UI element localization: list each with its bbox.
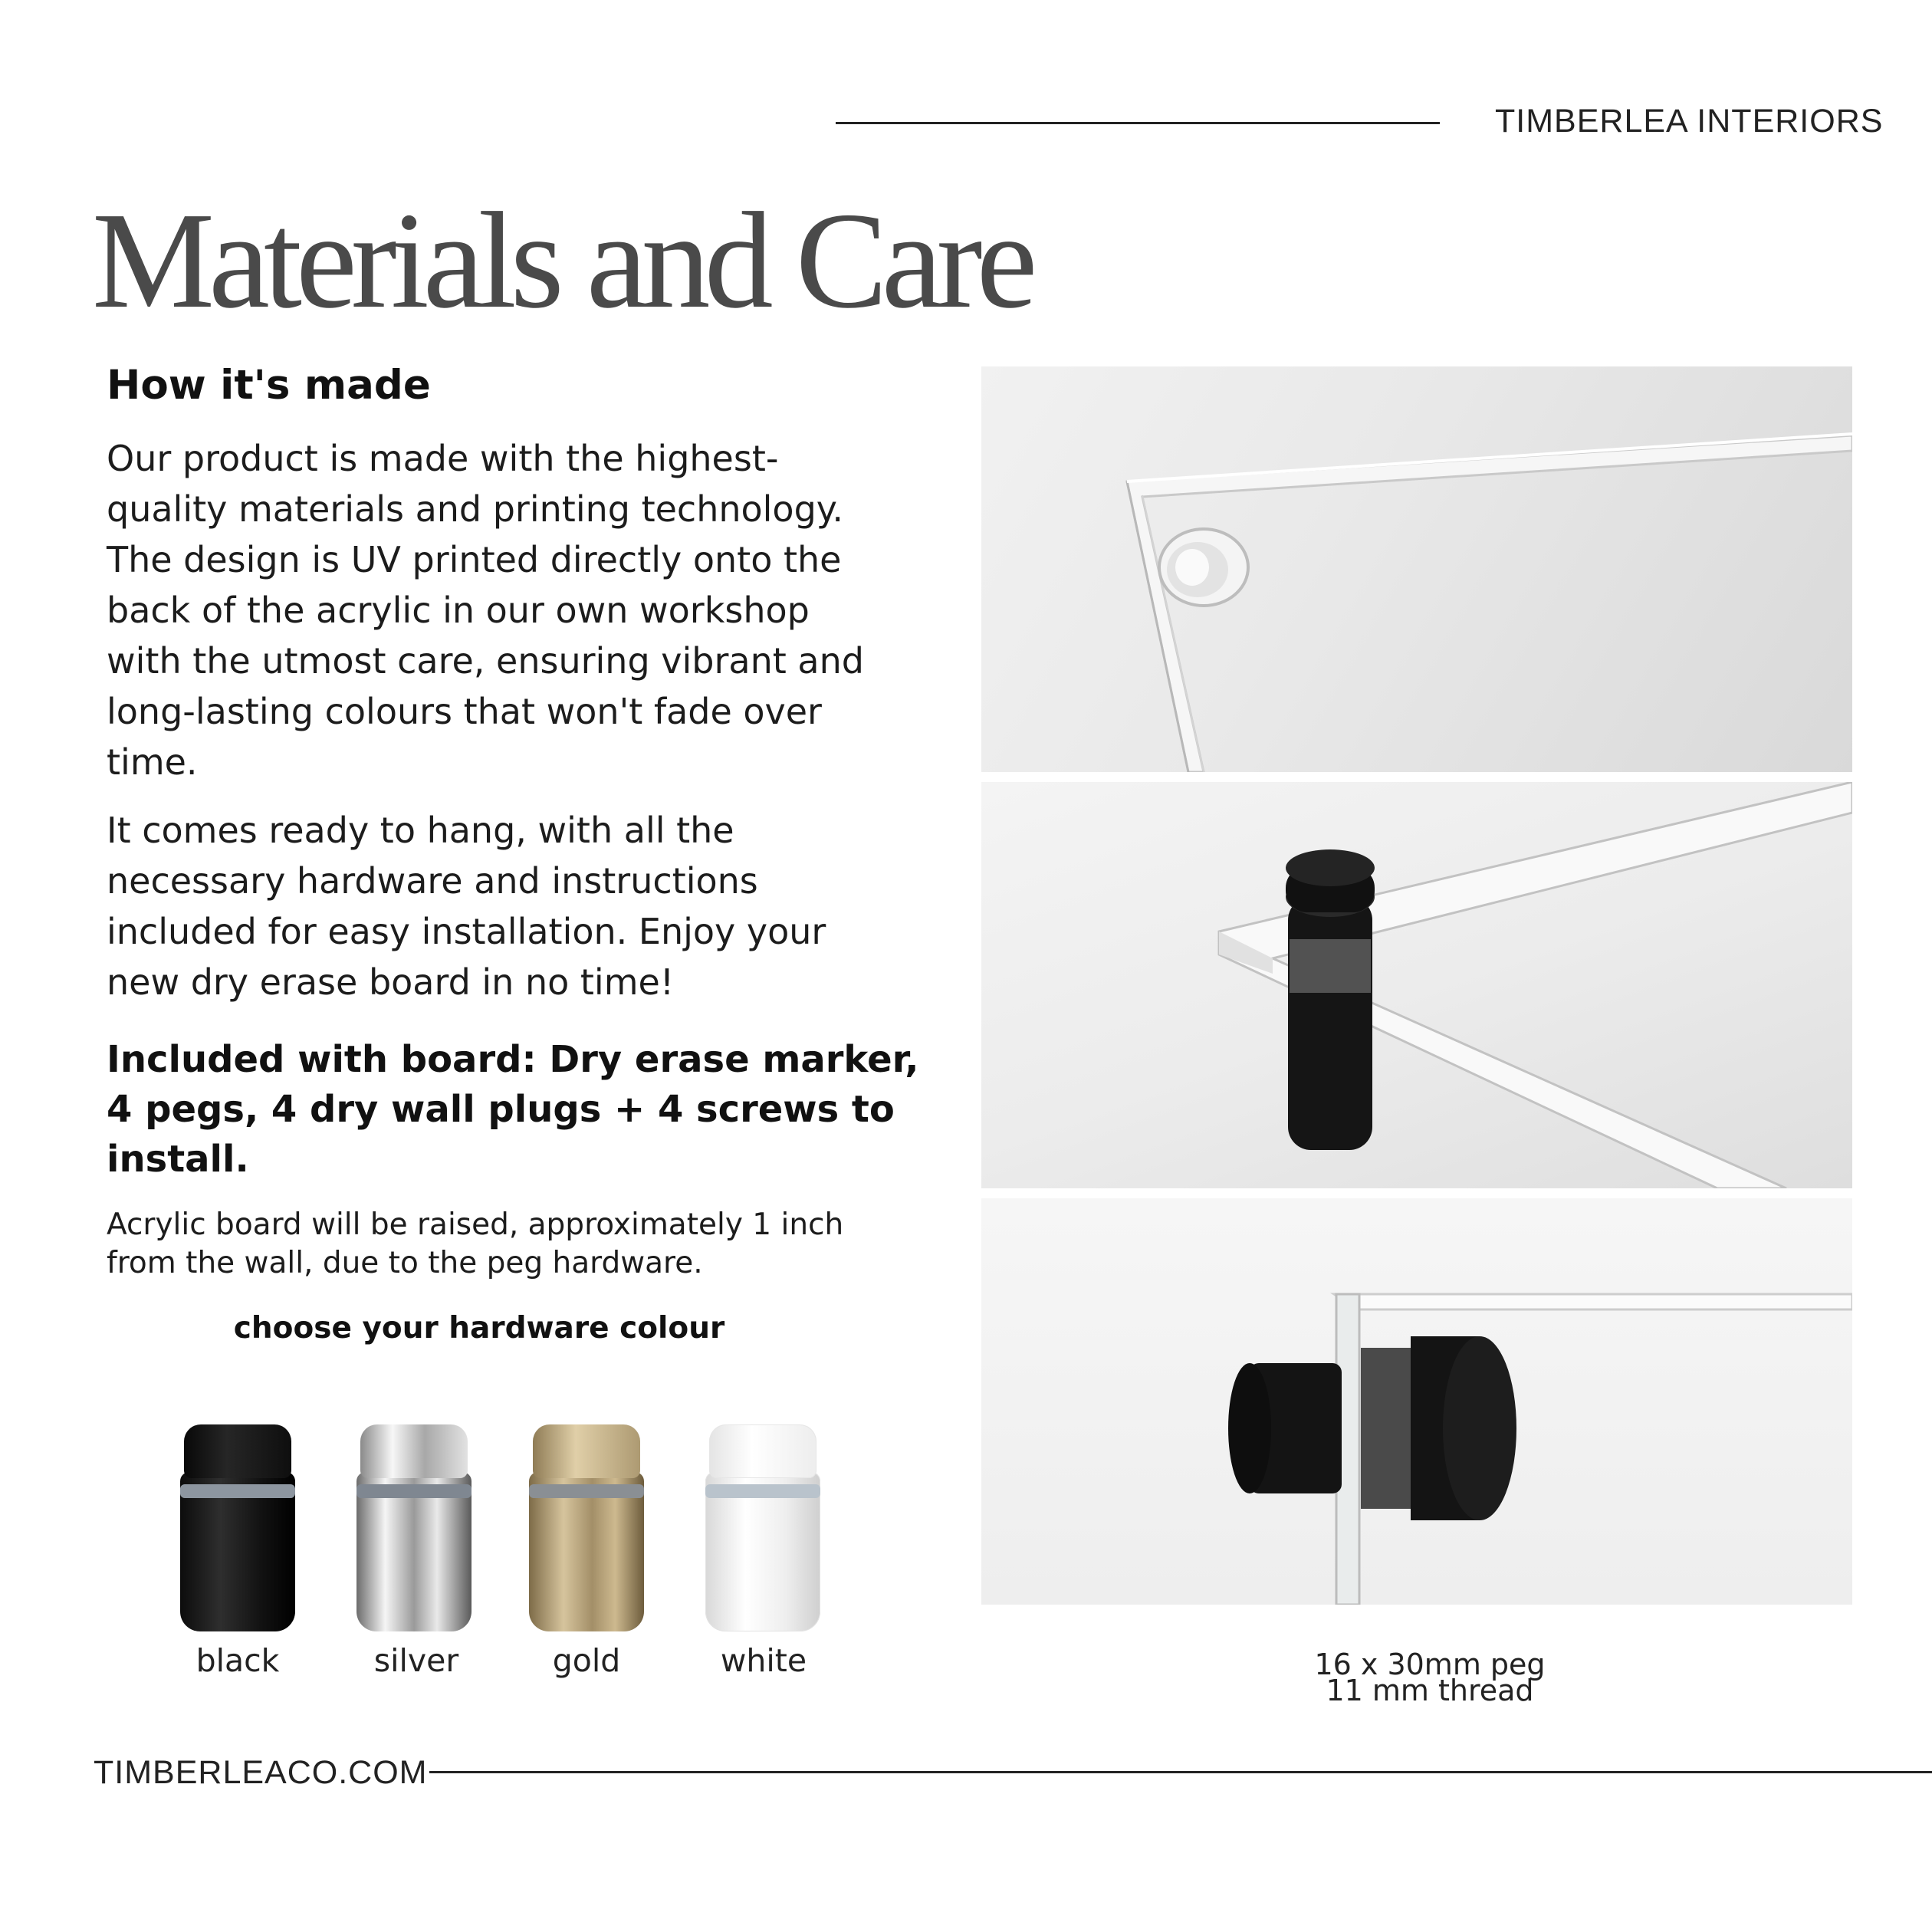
peg-label-white: white xyxy=(720,1642,807,1679)
text-line: quality materials and printing technology. xyxy=(107,488,844,530)
raised-note xyxy=(107,1206,950,1283)
acrylic-corner-illustration xyxy=(981,366,1852,772)
peg-black-swatch[interactable] xyxy=(180,1424,295,1631)
peg-label-silver: silver xyxy=(373,1642,459,1679)
text-line: time. xyxy=(107,741,198,783)
peg-label-black: black xyxy=(196,1642,280,1679)
peg-label-gold: gold xyxy=(552,1642,621,1679)
peg-white-swatch[interactable] xyxy=(705,1424,820,1631)
peg-gold-swatch[interactable] xyxy=(529,1424,644,1631)
text-line: back of the acrylic in our own workshop xyxy=(107,590,810,631)
text-line: new dry erase board in no time! xyxy=(107,961,675,1003)
page-title: Materials and Care xyxy=(92,184,1032,337)
caption-line: 16 x 30mm peg xyxy=(1314,1648,1546,1681)
photo-acrylic-corner xyxy=(981,366,1852,772)
peg-ring xyxy=(705,1484,820,1498)
text-line: Our product is made with the highest- xyxy=(107,438,779,479)
text-line: 4 pegs, 4 dry wall plugs + 4 screws to xyxy=(107,1088,895,1131)
peg-corner-illustration xyxy=(981,782,1852,1188)
caption-line: 11 mm thread xyxy=(1326,1674,1534,1707)
header-rule xyxy=(836,122,1440,124)
text-line: Included with board: Dry erase marker, xyxy=(107,1038,919,1081)
paragraph-ready-to-hang xyxy=(107,805,950,1007)
photo-black-peg-corner xyxy=(981,782,1852,1188)
peg-dimensions-caption xyxy=(1181,1648,1679,1707)
text-line: long-lasting colours that won't fade over xyxy=(107,691,822,732)
paragraph-how-made xyxy=(107,433,950,787)
peg-ring xyxy=(529,1484,644,1498)
peg-cap xyxy=(360,1424,468,1478)
brand-name: TIMBERLEA INTERIORS xyxy=(1495,103,1884,140)
hardware-heading: choose your hardware colour xyxy=(233,1311,725,1346)
text-line: The design is UV printed directly onto the xyxy=(107,539,842,580)
peg-side-illustration xyxy=(981,1198,1852,1605)
footer-rule xyxy=(429,1771,1932,1773)
text-line: from the wall, due to the peg hardware. xyxy=(107,1246,703,1280)
footer-website[interactable]: TIMBERLEACO.COM xyxy=(94,1754,428,1791)
peg-ring xyxy=(356,1484,472,1498)
text-line: It comes ready to hang, with all the xyxy=(107,810,734,851)
text-line: with the utmost care, ensuring vibrant and xyxy=(107,640,864,682)
text-line: Acrylic board will be raised, approximately 1 inch xyxy=(107,1208,844,1242)
text-line: install. xyxy=(107,1138,249,1181)
peg-cap xyxy=(709,1424,816,1478)
peg-silver-swatch[interactable] xyxy=(356,1424,472,1631)
section-heading: How it's made xyxy=(107,362,431,409)
text-line: included for easy installation. Enjoy your xyxy=(107,911,826,952)
peg-cap xyxy=(184,1424,291,1478)
text-line: necessary hardware and instructions xyxy=(107,860,758,902)
peg-ring xyxy=(180,1484,295,1498)
photo-peg-side-view xyxy=(981,1198,1852,1605)
included-items xyxy=(107,1035,950,1184)
peg-cap xyxy=(533,1424,640,1478)
